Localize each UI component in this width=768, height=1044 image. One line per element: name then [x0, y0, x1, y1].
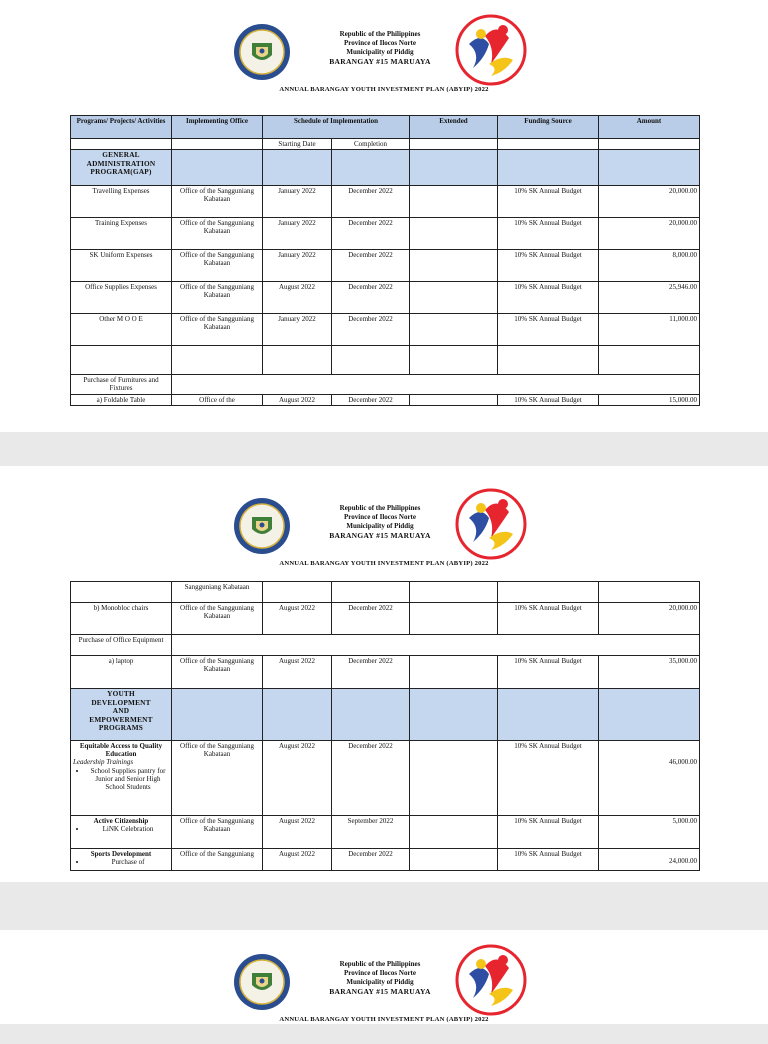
extended-cell	[410, 741, 498, 816]
amount: 11,000.00	[599, 314, 700, 346]
table-row	[71, 250, 700, 282]
extended-cell	[410, 218, 498, 250]
funding-source: 10% SK Annual Budget	[498, 849, 599, 871]
header-republic: Republic of the Philippines	[339, 504, 421, 512]
completion-date: December 2022	[332, 849, 410, 871]
program-cell	[71, 741, 172, 816]
amount: 20,000.00	[599, 218, 700, 250]
col-amount: Amount	[599, 116, 700, 139]
amount: 20,000.00	[599, 603, 700, 635]
subsection-row	[71, 635, 700, 656]
amount: 46,000.00	[599, 741, 700, 816]
completion-date: December 2022	[332, 282, 410, 314]
starting-date: August 2022	[263, 603, 332, 635]
starting-date: August 2022	[263, 816, 332, 849]
table-row	[71, 314, 700, 346]
letterhead	[0, 474, 768, 574]
barangay-seal-icon	[233, 23, 291, 81]
barangay-seal-icon	[233, 953, 291, 1011]
list-item: • School Supplies pantry for Junior and Senior High School Students	[87, 767, 169, 792]
list-item: • Purchase of	[87, 858, 169, 866]
funding-source: 10% SK Annual Budget	[498, 741, 599, 816]
table-row	[71, 395, 700, 406]
program-name: Other M O O E	[71, 314, 172, 346]
letterhead-text	[300, 30, 460, 66]
plan-title: ANNUAL BARANGAY YOUTH INVESTMENT PLAN (ABYIP) 2022	[279, 86, 489, 93]
completion-date: September 2022	[332, 816, 410, 849]
section-title: GENERAL ADMINISTRATION PROGRAM(GAP)	[71, 150, 172, 186]
completion-date: December 2022	[332, 603, 410, 635]
funding-source: 10% SK Annual Budget	[498, 282, 599, 314]
letterhead-text	[300, 504, 460, 540]
col-office: Implementing Office	[172, 116, 263, 139]
funding-source: 10% SK Annual Budget	[498, 186, 599, 218]
program-name: Equitable Access to Quality Education	[79, 742, 163, 759]
extended-cell	[410, 186, 498, 218]
extended-cell	[410, 395, 498, 406]
amount: 25,946.00	[599, 282, 700, 314]
funding-source: 10% SK Annual Budget	[498, 250, 599, 282]
sk-logo-icon	[455, 14, 527, 86]
table-row	[71, 186, 700, 218]
starting-date: January 2022	[263, 314, 332, 346]
table-row	[71, 656, 700, 689]
extended-cell	[410, 314, 498, 346]
completion-date: December 2022	[332, 314, 410, 346]
program-name: b) Monobloc chairs	[71, 603, 172, 635]
implementing-office: Office of the Sangguniang Kabataan	[172, 741, 263, 816]
implementing-office: Office of the Sangguniang Kabataan	[172, 250, 263, 282]
funding-source: 10% SK Annual Budget	[498, 816, 599, 849]
list-item: • LiNK Celebration	[87, 825, 169, 833]
implementing-office: Office of the Sangguniang Kabataan	[172, 186, 263, 218]
activity-list	[73, 767, 169, 792]
header-province: Province of Ilocos Norte	[344, 513, 416, 521]
program-name: a) Foldable Table	[71, 395, 172, 406]
col-funding: Funding Source	[498, 116, 599, 139]
program-name: SK Uniform Expenses	[71, 250, 172, 282]
starting-date: August 2022	[263, 282, 332, 314]
amount: 35,000.00	[599, 656, 700, 689]
barangay-seal-icon	[233, 497, 291, 555]
starting-date: August 2022	[263, 849, 332, 871]
header-barangay: BARANGAY #15 MARUAYA	[329, 987, 431, 996]
extended-cell	[410, 816, 498, 849]
col-starting-date: Starting Date	[263, 139, 332, 150]
completion-date: December 2022	[332, 395, 410, 406]
starting-date: January 2022	[263, 218, 332, 250]
subsection-row	[71, 375, 700, 395]
letterhead-text	[300, 960, 460, 996]
implementing-office: Office of the Sangguniang	[172, 849, 263, 871]
completion-date: December 2022	[332, 656, 410, 689]
section-row	[71, 150, 700, 186]
table-row	[71, 603, 700, 635]
implementing-office: Office of the Sangguniang Kabataan	[172, 656, 263, 689]
starting-date: August 2022	[263, 741, 332, 816]
implementing-office: Sangguniang Kabataan	[172, 582, 263, 603]
completion-date: December 2022	[332, 218, 410, 250]
abyip-table-page-1	[70, 115, 700, 406]
program-name: Office Supplies Expenses	[71, 282, 172, 314]
col-extended: Extended	[410, 116, 498, 139]
program-name: Active Citizenship	[93, 817, 149, 825]
program-subtitle: Leadership Trainings	[73, 758, 134, 767]
funding-source: 10% SK Annual Budget	[498, 395, 599, 406]
col-schedule: Schedule of Implementation	[263, 116, 410, 139]
extended-cell	[410, 603, 498, 635]
header-province: Province of Ilocos Norte	[344, 969, 416, 977]
amount: 5,000.00	[599, 816, 700, 849]
sk-logo-icon	[455, 488, 527, 560]
program-name: Sports Development	[90, 850, 152, 858]
amount: 24,000.00	[599, 849, 700, 871]
program-name: Training Expenses	[71, 218, 172, 250]
completion-date: December 2022	[332, 250, 410, 282]
funding-source: 10% SK Annual Budget	[498, 603, 599, 635]
sk-logo-icon	[455, 944, 527, 1016]
completion-date: December 2022	[332, 186, 410, 218]
document-page-3	[0, 930, 768, 1024]
document-page-1	[0, 0, 768, 432]
header-barangay: BARANGAY #15 MARUAYA	[329, 57, 431, 66]
implementing-office: Office of the Sangguniang Kabataan	[172, 218, 263, 250]
continuation-row	[71, 582, 700, 603]
implementing-office: Office of the Sangguniang Kabataan	[172, 282, 263, 314]
activity-list	[73, 858, 169, 866]
subsection-title: Purchase of Furnitures and Fixtures	[71, 375, 172, 395]
table-row	[71, 816, 700, 849]
plan-title: ANNUAL BARANGAY YOUTH INVESTMENT PLAN (ABYIP) 2022	[279, 560, 489, 567]
amount: 20,000.00	[599, 186, 700, 218]
column-header-row	[71, 116, 700, 139]
amount: 8,000.00	[599, 250, 700, 282]
program-cell	[71, 849, 172, 871]
implementing-office: Office of the Sangguniang Kabataan	[172, 816, 263, 849]
extended-cell	[410, 656, 498, 689]
header-province: Province of Ilocos Norte	[344, 39, 416, 47]
extended-cell	[410, 282, 498, 314]
header-municipality: Municipality of Piddig	[346, 48, 414, 56]
activity-list	[73, 825, 169, 833]
sub-header-row	[71, 139, 700, 150]
implementing-office: Office of the	[172, 395, 263, 406]
abyip-table-page-2	[70, 581, 700, 871]
implementing-office: Office of the Sangguniang Kabataan	[172, 314, 263, 346]
starting-date: January 2022	[263, 250, 332, 282]
header-municipality: Municipality of Piddig	[346, 978, 414, 986]
starting-date: August 2022	[263, 656, 332, 689]
program-name: a) laptop	[71, 656, 172, 689]
subsection-title: Purchase of Office Equipment	[71, 635, 172, 656]
program-name: Travelling Expenses	[71, 186, 172, 218]
header-barangay: BARANGAY #15 MARUAYA	[329, 531, 431, 540]
funding-source: 10% SK Annual Budget	[498, 218, 599, 250]
table-row	[71, 282, 700, 314]
starting-date: January 2022	[263, 186, 332, 218]
funding-source: 10% SK Annual Budget	[498, 314, 599, 346]
implementing-office: Office of the Sangguniang Kabataan	[172, 603, 263, 635]
program-cell	[71, 816, 172, 849]
header-municipality: Municipality of Piddig	[346, 522, 414, 530]
letterhead	[0, 0, 768, 100]
starting-date: August 2022	[263, 395, 332, 406]
header-republic: Republic of the Philippines	[339, 960, 421, 968]
table-row	[71, 218, 700, 250]
header-republic: Republic of the Philippines	[339, 30, 421, 38]
letterhead	[0, 944, 768, 1044]
table-row	[71, 741, 700, 816]
extended-cell	[410, 849, 498, 871]
section-title: YOUTH DEVELOPMENT AND EMPOWERMENT PROGRAMS	[71, 689, 172, 741]
table-row	[71, 849, 700, 871]
completion-date: December 2022	[332, 741, 410, 816]
amount: 15,000.00	[599, 395, 700, 406]
document-page-2	[0, 466, 768, 882]
plan-title: ANNUAL BARANGAY YOUTH INVESTMENT PLAN (ABYIP) 2022	[279, 1016, 489, 1023]
section-row	[71, 689, 700, 741]
funding-source: 10% SK Annual Budget	[498, 656, 599, 689]
extended-cell	[410, 250, 498, 282]
col-completion: Completion	[332, 139, 410, 150]
col-programs: Programs/ Projects/ Activities	[71, 116, 172, 139]
empty-row	[71, 346, 700, 375]
